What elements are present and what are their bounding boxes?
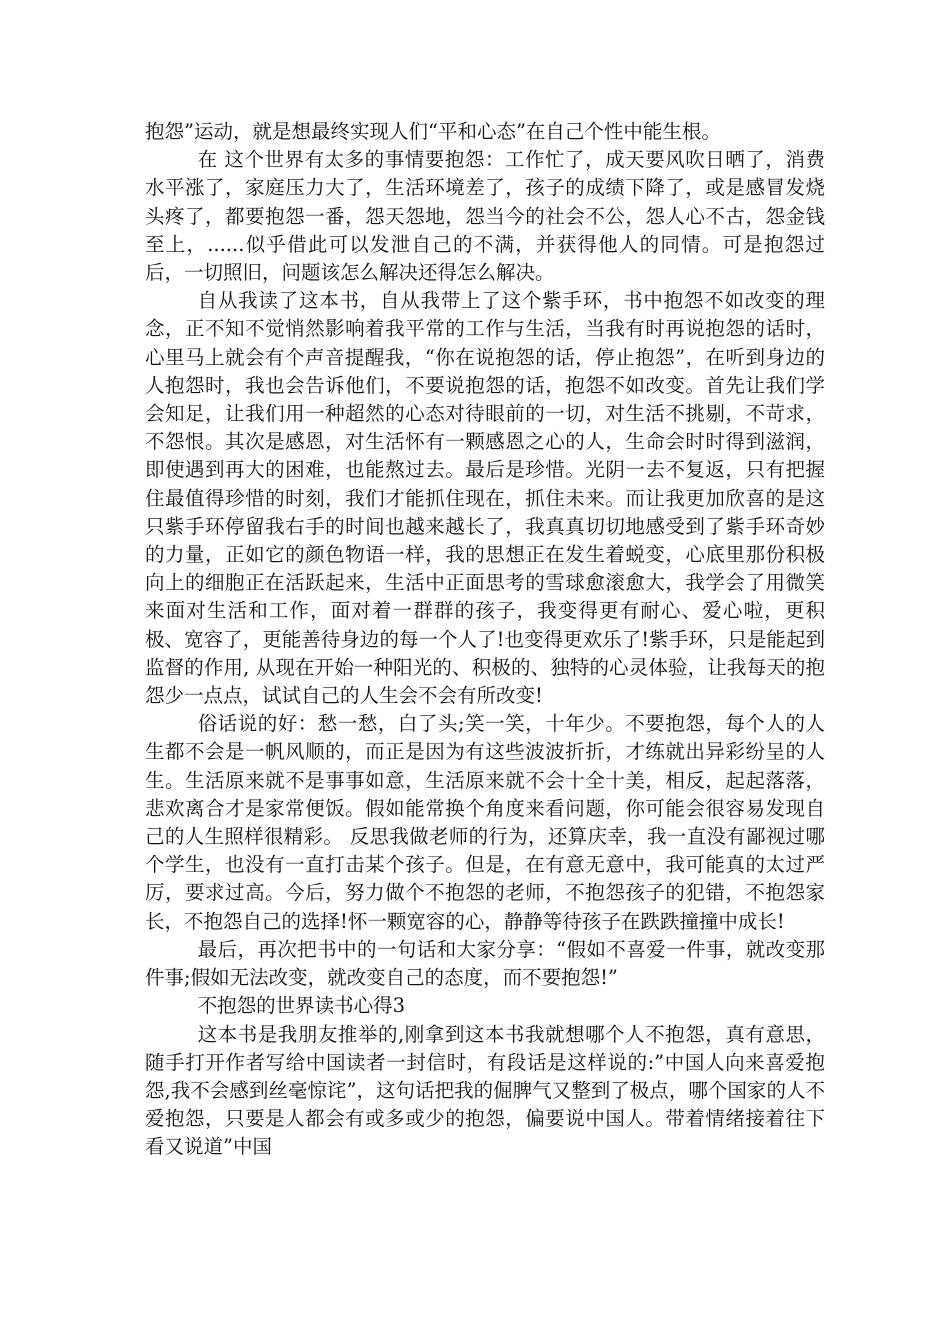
paragraph-continued: 抱怨”运动，就是想最终实现人们“平和心态”在自己个性中能生根。 <box>145 120 721 143</box>
section-title: 不抱怨的世界读书心得3 <box>197 994 406 1018</box>
document-page <box>145 118 825 1162</box>
paragraph-essay-3-intro: 这本书是我朋友推举的,刚拿到这本书我就想哪个人不抱怨，真有意思，随手打开作者写给中国读者一封信时，有段话是这样说的:”中国人向来喜爱抱怨,我不会感到丝毫惊诧”，这句话把我的倔脾气又整到了极点，哪个国家的人不爱抱怨，只要是人都会有或多或少的抱怨，偏要说中国人。带着情绪接着往下看又说道”中国 <box>145 1022 825 1159</box>
paragraph-complaints-list: 在 这个世界有太多的事情要抱怨：工作忙了，成天要风吹日晒了，消费水平涨了，家庭压力大了，生活环境差了，孩子的成绩下降了，或是感冒发烧头疼了，都要抱怨一番，怨天怨地，怨当今的社会不公，怨人心不古，怨金钱至上，......似乎借此可以发泄自己的不满，并获得他人的同情。可是抱怨过后，一切照旧，问题该怎么解决还得怎么解决。 <box>145 148 825 285</box>
paragraph-saying: 俗话说的好：愁一愁，白了头;笑一笑，十年少。不要抱怨，每个人的人生都不会是一帆风顺的，而正是因为有这些波波折折，才练就出异彩纷呈的人生。生活原来就不是事事如意，生活原来就不会十全十美，相反，起起落落，悲欢离合才是家常便饭。假如能常换个角度来看问题，你可能会很容易发现自己的人生照样很精彩。 反思我做老师的行为，还算庆幸，我一直没有鄙视过哪个学生，也没有一直打击某个孩子。但是，在有意无意中，我可能真的太过严厉，要求过高。今后，努力做个不抱怨的老师，不抱怨孩子的犯错，不抱怨家长，不抱怨自己的选择!怀一颗宽容的心，静静等待孩子在跌跌撞撞中成长! <box>145 712 825 933</box>
paragraph-purple-bracelet: 自从我读了这本书，自从我带上了这个紫手环，书中抱怨不如改变的理念，正不知不觉悄然影响着我平常的工作与生活，当我有时再说抱怨的话时，心里马上就会有个声音提醒我，“你在说抱怨的话，停止抱怨”，在听到身边的人抱怨时，我也会告诉他们，不要说抱怨的话，抱怨不如改变。首先让我们学会知足，让我们用一种超然的心态对待眼前的一切，对生活不挑剔，不苛求，不怨恨。其次是感恩，对生活怀有一颗感恩之心的人，生命会时时得到滋润，即使遇到再大的困难，也能熬过去。最后是珍惜。光阴一去不复返，只有把握住最值得珍惜的时刻，我们才能抓住现在，抓住未来。而让我更加欣喜的是这只紫手环停留我右手的时间也越来越长了，我真真切切地感受到了紫手环奇妙的力量，正如它的颜色物语一样，我的思想正在发生着蜕变，心底里那份积极向上的细胞正在活跃起来，生活中正面思考的雪球愈滚愈大，我学会了用微笑来面对生活和工作，面对着一群群的孩子，我变得更有耐心、爱心啦，更积极、宽容了，更能善待身边的每一个人了!也变得更欢乐了!紫手环，只是能起到监督的作用, 从现在开始一种阳光的、积极的、独特的心灵体验，让我每天的抱怨少一点点，试试自己的人生会不会有所改变! <box>145 289 825 708</box>
paragraph-closing-quote: 最后，再次把书中的一句话和大家分享：“假如不喜爱一件事，就改变那件事;假如无法改变，就改变自己的态度，而不要抱怨!” <box>145 937 825 990</box>
